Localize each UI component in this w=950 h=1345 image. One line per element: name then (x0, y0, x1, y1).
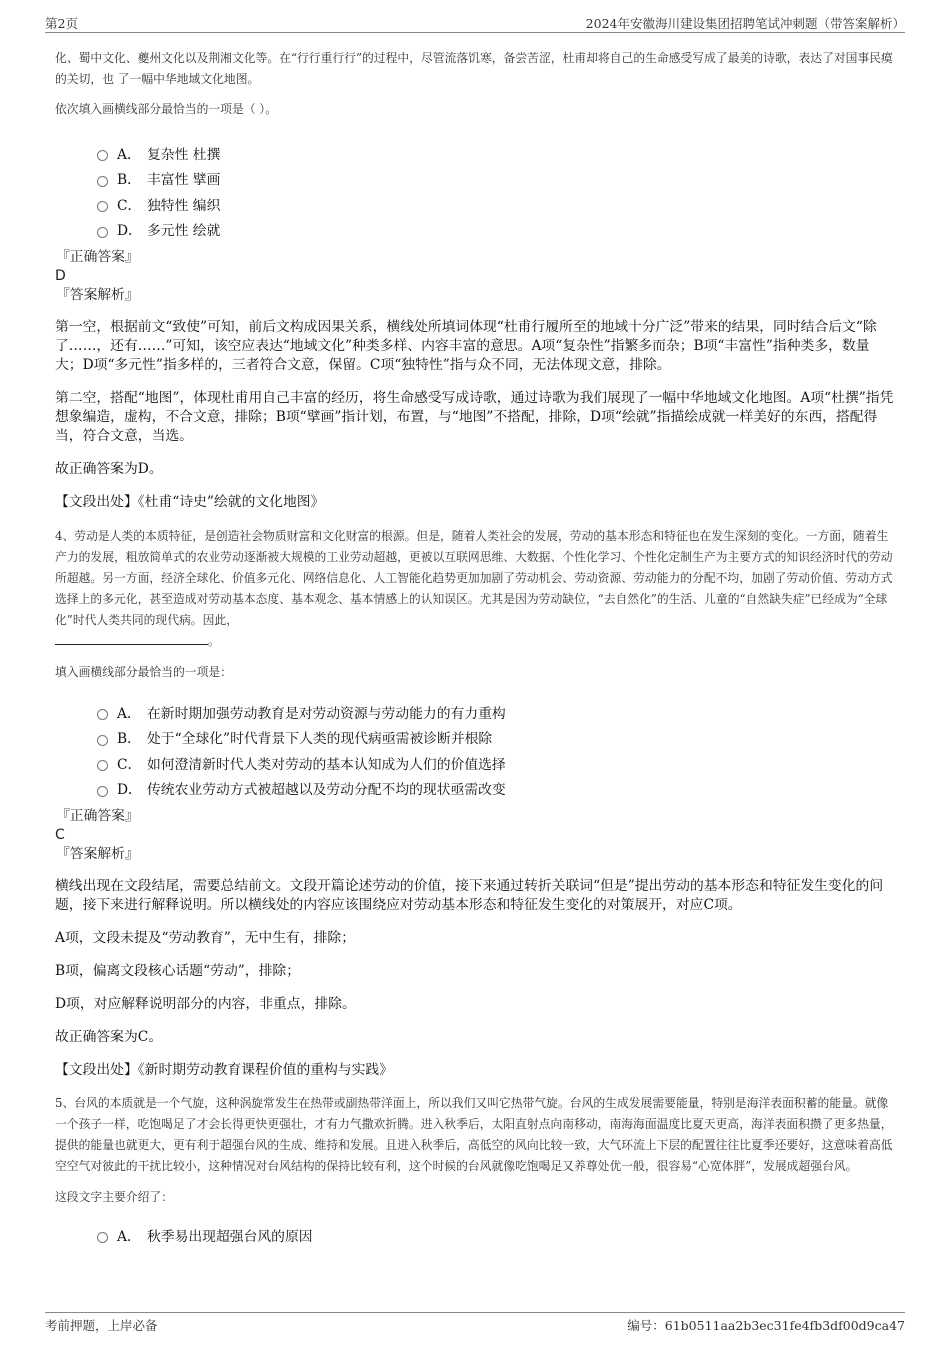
q4-option-d[interactable]: D． 传统农业劳动方式被超越以及劳动分配不均的现状亟需改变 (97, 776, 895, 802)
q3-source: 【文段出处】《杜甫“诗史”绘就的文化地图》 (55, 494, 325, 510)
q3-option-c[interactable]: C． 独特性 编织 (97, 191, 895, 217)
radio-icon[interactable] (97, 176, 108, 187)
q3-analysis-2: 第二空，搭配“地图”，体现杜甫用自己丰富的经历，将生命感受写成诗歌，通过诗歌为我们展现了一幅中华地域文化地图。A项“杜撰”指凭想象编造，虚构，不合文意，排除；B项“擘画”指计划，布置，与“地图”不搭配，排除，D项“绘就”指描绘成就一样美好的东西，搭配得当，符合文意，当选。 (55, 390, 894, 444)
q4-analysis-4: D项，对应解释说明部分的内容，非重点，排除。 (55, 996, 356, 1012)
radio-icon[interactable] (97, 760, 108, 771)
q4-analysis-2: A项，文段未提及“劳动教育”，无中生有，排除； (55, 930, 356, 946)
q4-passage: 4、劳动是人类的本质特征，是创造社会物质财富和文化财富的根源。但是，随着人类社会的发展，劳动的基本形态和特征也在发生深刻的变化。一方面，随着生产力的发展，粗放简单式的农业劳动逐渐被大规模的工业劳动超越，更被以互联网思维、大数据、个性化学习、个性化定制生产为主要方式的知识经济时代的劳动所超越。另一方面，经济全球化、价值多元化、网络信息化、人工智能化趋势更加加剧了劳动机会、劳动资源、劳动能力的分配不均，加剧了劳动价值、劳动方式选择上的多元化，甚至造成对劳动基本态度、基本观念、基本情感上的认知误区。尤其是因为劳动缺位，“去自然化”的生活、儿童的“自然缺失症”已经成为“全球化”时代人类共同的现代病。因此， 。 (55, 529, 893, 648)
q5-prompt: 这段文字主要介绍了： (55, 1190, 173, 1204)
q3-analysis-1: 第一空，根据前文“致使”可知，前后文构成因果关系，横线处所填词体现“杜甫行履所至的地域十分广泛”带来的结果，同时结合后文“除了……，还有……”可知，该空应表达“地域文化”种类多样、内容丰富的意思。A项“复杂性”指繁多而杂；B项“丰富性”指种类多，数量大；D项“多元性”指多样的，三者符合文意，保留。C项“独特性”指与众不同，无法体现文意，排除。 (55, 319, 877, 373)
q5-options (97, 1222, 895, 1248)
page-footer (45, 1312, 905, 1333)
radio-icon[interactable] (97, 150, 108, 161)
q3-prompt: 依次填入画横线部分最恰当的一项是（ ）。 (55, 102, 277, 116)
footer-slogan: 考前押题，上岸必备 (45, 1318, 158, 1333)
q5-passage: 5、台风的本质就是一个气旋，这种涡旋常发生在热带或副热带洋面上，所以我们又叫它热带气旋。台风的生成发展需要能量，特别是海洋表面积蓄的能量。就像一个孩子一样，吃饱喝足了才会长得更快更强壮，才有力气撒欢折腾。进入秋季后，太阳直射点向南移动，南海海面温度比夏天更高，海洋表面积攒了更多热量，提供的能量也就更大，更有利于超强台风的生成、维持和发展。且进入秋季后，高低空的风向比较一致，大气环流上下层的配置往往比夏季还要好，这意味着高低空空气对彼此的干扰比较小，这种情况对台风结构的保持比较有利，这个时候的台风就像吃饱喝足又养尊处优一般，很容易“心宽体胖”，发展成超强台风。 (55, 1096, 893, 1173)
q4-option-c[interactable]: C． 如何澄清新时代人类对劳动的基本认知成为人们的价值选择 (97, 750, 895, 776)
q3-answer-label: 『正确答案』 (56, 249, 139, 265)
q4-analysis-1: 横线出现在文段结尾，需要总结前文。文段开篇论述劳动的价值，接下来通过转折关联词“但是”提出劳动的基本形态和特征发生变化的问题，接下来进行解释说明。所以横线处的内容应该围绕应对劳动基本形态和特征发生变化的对策展开，对应C项。 (55, 878, 884, 913)
document-id: 编号：61b0511aa2b3ec31fe4fb3df00d9ca47 (627, 1318, 905, 1333)
document-body (55, 48, 895, 1248)
q4-option-b[interactable]: B． 处于“全球化”时代背景下人类的现代病亟需被诊断并根除 (97, 725, 895, 751)
q4-answer: C (55, 827, 65, 843)
answer-blank (55, 634, 208, 645)
q3-analysis-label: 『答案解析』 (56, 287, 139, 303)
q3-option-a[interactable]: A． 复杂性 杜撰 (97, 140, 895, 166)
q4-prompt: 填入画横线部分最恰当的一项是： (55, 665, 232, 679)
q3-passage-tail: 化、蜀中文化、夔州文化以及荆湘文化等。在“行行重行行”的过程中，尽管流落饥寒，备尝苦涩，杜甫却将自己的生命感受写成了最美的诗歌，表达了对国事民瘼的关切，也 了一幅中华地域文化地图。 (55, 51, 893, 86)
radio-icon[interactable] (97, 201, 108, 212)
q4-source: 【文段出处】《新时期劳动教育课程价值的重构与实践》 (55, 1062, 394, 1078)
q3-option-b[interactable]: B． 丰富性 擘画 (97, 166, 895, 192)
q3-analysis-3: 故正确答案为D。 (55, 461, 163, 477)
q4-analysis-label: 『答案解析』 (56, 846, 139, 862)
radio-icon[interactable] (97, 735, 108, 746)
document-title: 2024年安徽海川建设集团招聘笔试冲刺题（带答案解析） (585, 16, 905, 31)
q3-option-d[interactable]: D． 多元性 绘就 (97, 217, 895, 243)
q4-options (97, 699, 895, 801)
q4-answer-label: 『正确答案』 (56, 808, 139, 824)
q4-analysis-5: 故正确答案为C。 (55, 1029, 163, 1045)
radio-icon[interactable] (97, 227, 108, 238)
page-header (45, 12, 905, 33)
radio-icon[interactable] (97, 786, 108, 797)
q5-option-a[interactable]: A． 秋季易出现超强台风的原因 (97, 1222, 895, 1248)
page-number: 第2页 (45, 16, 78, 31)
q4-option-a[interactable]: A． 在新时期加强劳动教育是对劳动资源与劳动能力的有力重构 (97, 699, 895, 725)
q3-answer: D (55, 268, 66, 284)
radio-icon[interactable] (97, 1232, 108, 1243)
q3-options (97, 140, 895, 242)
q4-analysis-3: B项，偏离文段核心话题“劳动”，排除； (55, 963, 300, 979)
radio-icon[interactable] (97, 709, 108, 720)
